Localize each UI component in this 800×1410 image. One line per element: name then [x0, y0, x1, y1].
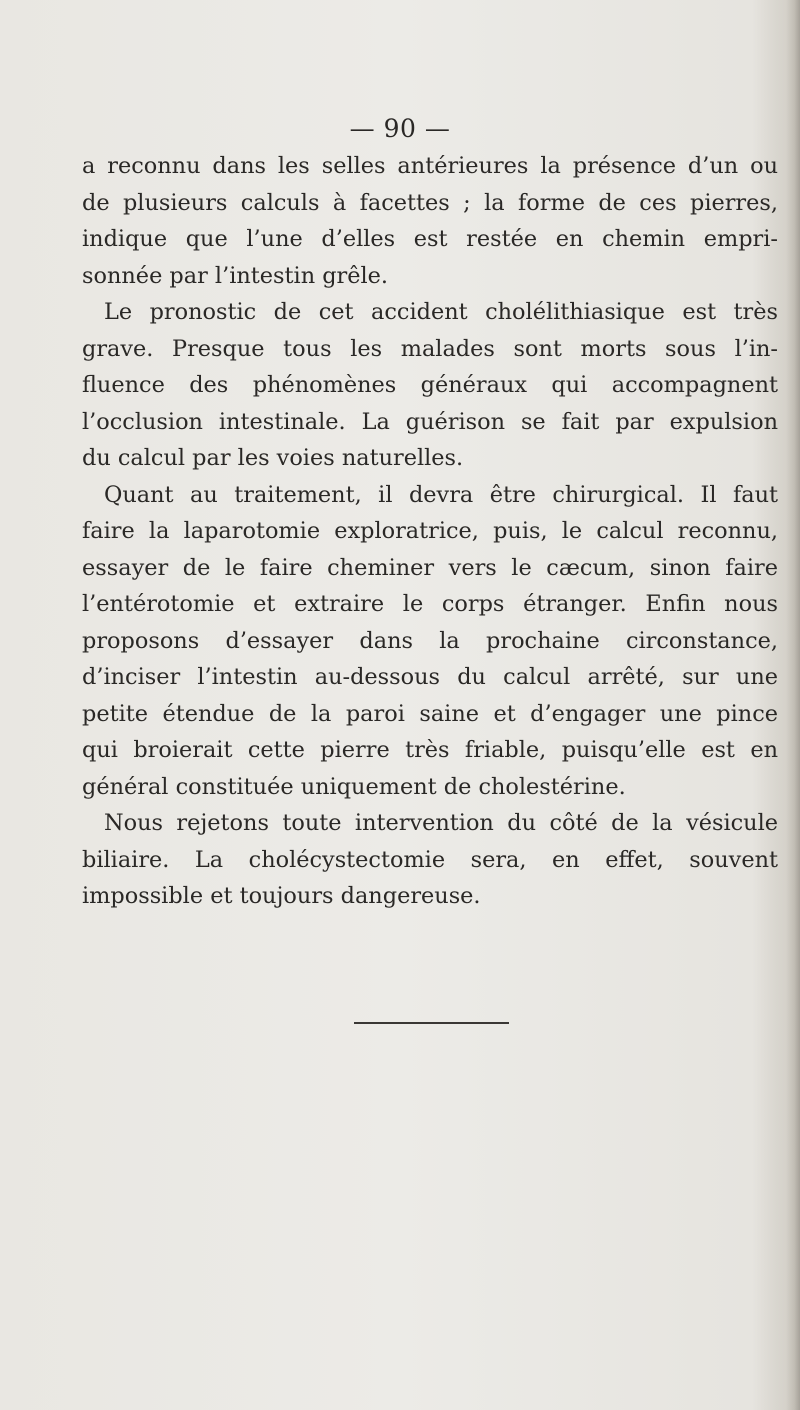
text-line: essayer de le faire cheminer vers le cæcum, sinon faire — [82, 554, 778, 581]
text-line: indique que l’une d’elles est restée en chemin empri- — [82, 226, 778, 252]
text-line: général constituée uniquement de cholestérine. — [82, 773, 626, 800]
paragraph-2 — [82, 294, 778, 477]
text-line: qui broierait cette pierre très friable, puisqu’elle est en — [82, 737, 778, 763]
text-line: de plusieurs calculs à facettes ; la forme de ces pierres, — [82, 189, 778, 216]
paragraph-4 — [82, 805, 778, 915]
text-line: l’entérotomie et extraire le corps étranger. Enfin nous — [82, 591, 778, 617]
page-number: — 90 — — [349, 114, 451, 143]
text-line: l’occlusion intestinale. La guérison se fait par expulsion — [82, 408, 778, 435]
text-line: proposons d’essayer dans la prochaine circonstance, — [82, 627, 778, 654]
text-line: grave. Presque tous les malades sont morts sous l’in- — [82, 335, 778, 362]
text-line: a reconnu dans les selles antérieures la présence d’un ou — [82, 153, 778, 179]
text-line: biliaire. La cholécystectomie sera, en effet, souvent — [82, 846, 778, 873]
text-line: Le pronostic de cet accident cholélithiasique est très — [104, 299, 778, 325]
body-text — [82, 148, 778, 915]
page-edge-shadow — [786, 0, 800, 1410]
text-line: petite étendue de la paroi saine et d’engager une pince — [82, 700, 778, 727]
section-end-rule — [354, 1022, 509, 1024]
text-line: d’inciser l’intestin au-dessous du calcul arrêté, sur une — [82, 664, 778, 690]
text-line: impossible et toujours dangereuse. — [82, 883, 481, 909]
text-line: Nous rejetons toute intervention du côté de la vésicule — [104, 810, 778, 836]
text-line: faire la laparotomie exploratrice, puis, le calcul reconnu, — [82, 518, 778, 544]
text-line: sonnée par l’intestin grêle. — [82, 262, 389, 289]
text-line: Quant au traitement, il devra être chirurgical. Il faut — [104, 481, 778, 508]
text-line: du calcul par les voies naturelles. — [82, 445, 464, 471]
text-line: fluence des phénomènes généraux qui accompagnent — [82, 372, 778, 398]
paragraph-1 — [82, 148, 778, 294]
paragraph-3 — [82, 477, 778, 806]
